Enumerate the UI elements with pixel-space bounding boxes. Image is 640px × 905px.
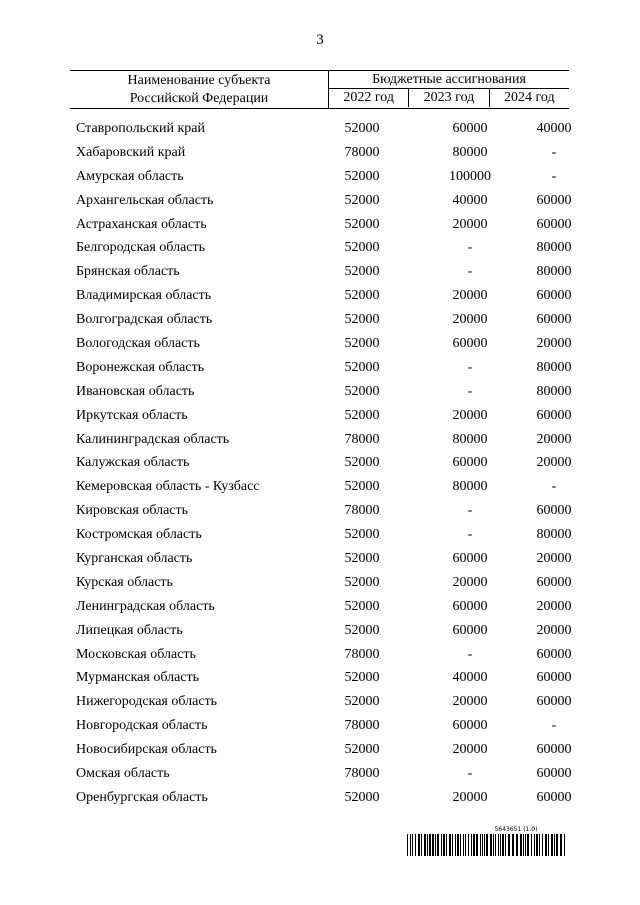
- region-name: Мурманская область: [76, 670, 200, 686]
- table-row: [0, 762, 640, 786]
- table-row: [0, 141, 640, 165]
- header-budget: Бюджетные ассигнования: [329, 71, 569, 89]
- value-2022: 52000: [344, 120, 380, 136]
- value-2022: 78000: [344, 144, 380, 160]
- region-name: Курганская область: [76, 550, 193, 566]
- value-2023: -: [467, 765, 473, 781]
- region-name: Ленинградская область: [76, 598, 215, 614]
- value-2024: -: [551, 168, 557, 184]
- region-name: Белгородская область: [76, 240, 206, 256]
- header-year-2023: 2023 год: [408, 89, 488, 107]
- value-2022: 52000: [344, 192, 380, 208]
- table-row: [0, 714, 640, 738]
- region-name: Нижегородская область: [76, 694, 218, 710]
- table-row: [0, 475, 640, 499]
- value-2023: 100000: [449, 168, 491, 184]
- value-2023: 20000: [452, 574, 488, 590]
- table-row: [0, 786, 640, 810]
- value-2022: 52000: [344, 264, 380, 280]
- value-2024: 20000: [536, 431, 572, 447]
- table-row: [0, 690, 640, 714]
- value-2023: -: [467, 240, 473, 256]
- value-2023: 60000: [452, 718, 488, 734]
- value-2023: -: [467, 646, 473, 662]
- region-name: Хабаровский край: [76, 144, 186, 160]
- value-2022: 52000: [344, 168, 380, 184]
- value-2024: 80000: [536, 264, 572, 280]
- region-name: Калининградская область: [76, 431, 230, 447]
- value-2022: 52000: [344, 479, 380, 495]
- table-row: [0, 260, 640, 284]
- table-row: [0, 738, 640, 762]
- table-row: [0, 499, 640, 523]
- region-name: Костромская область: [76, 527, 202, 543]
- region-name: Омская область: [76, 765, 170, 781]
- value-2022: 52000: [344, 527, 380, 543]
- region-name: Кемеровская область - Кузбасс: [76, 479, 260, 495]
- table-row: [0, 404, 640, 428]
- value-2022: 78000: [344, 646, 380, 662]
- table-row: [0, 595, 640, 619]
- value-2024: 60000: [536, 789, 572, 805]
- value-2022: 52000: [344, 312, 380, 328]
- header-name-line1: Наименование субъекта: [127, 73, 271, 88]
- value-2023: 60000: [452, 335, 488, 351]
- value-2023: 20000: [452, 312, 488, 328]
- value-2022: 52000: [344, 335, 380, 351]
- value-2024: 60000: [536, 503, 572, 519]
- value-2022: 52000: [344, 789, 380, 805]
- value-2023: 80000: [452, 479, 488, 495]
- region-name: Калужская область: [76, 455, 190, 471]
- region-name: Кировская область: [76, 503, 189, 519]
- region-name: Липецкая область: [76, 622, 183, 638]
- value-2022: 52000: [344, 574, 380, 590]
- value-2023: 60000: [452, 550, 488, 566]
- value-2024: 60000: [536, 192, 572, 208]
- value-2024: -: [551, 144, 557, 160]
- value-2023: -: [467, 503, 473, 519]
- table-row: [0, 451, 640, 475]
- value-2023: 60000: [452, 120, 488, 136]
- value-2023: 20000: [452, 742, 488, 758]
- value-2022: 52000: [344, 288, 380, 304]
- value-2024: 80000: [536, 240, 572, 256]
- value-2024: 60000: [536, 216, 572, 232]
- value-2024: 20000: [536, 455, 572, 471]
- region-name: Волгоградская область: [76, 312, 213, 328]
- value-2022: 78000: [344, 718, 380, 734]
- region-name: Новосибирская область: [76, 742, 217, 758]
- value-2024: 40000: [536, 120, 572, 136]
- value-2023: 80000: [452, 144, 488, 160]
- header-years: [329, 89, 569, 107]
- value-2024: 60000: [536, 407, 572, 423]
- table-header: [70, 70, 569, 109]
- barcode-image: [407, 834, 565, 856]
- page-number: 3: [316, 32, 324, 48]
- value-2023: 40000: [452, 192, 488, 208]
- region-name: Воронежская область: [76, 359, 205, 375]
- region-name: Амурская область: [76, 168, 184, 184]
- table-body: [0, 117, 640, 810]
- header-region-name: [70, 71, 329, 108]
- table-row: [0, 213, 640, 237]
- value-2024: 60000: [536, 765, 572, 781]
- table-row: [0, 236, 640, 260]
- table-row: [0, 165, 640, 189]
- header-year-2022: 2022 год: [343, 90, 394, 105]
- header-budget-group: [329, 71, 569, 108]
- value-2024: 20000: [536, 335, 572, 351]
- region-name: Оренбургская область: [76, 789, 208, 805]
- region-name: Ивановская область: [76, 383, 195, 399]
- table-row: [0, 666, 640, 690]
- value-2024: 20000: [536, 598, 572, 614]
- table-row: [0, 189, 640, 213]
- value-2023: -: [467, 383, 473, 399]
- table-row: [0, 308, 640, 332]
- header-name-line2: Российской Федерации: [129, 91, 269, 106]
- value-2023: 60000: [452, 598, 488, 614]
- value-2023: 20000: [452, 407, 488, 423]
- value-2024: -: [551, 479, 557, 495]
- value-2024: 80000: [536, 527, 572, 543]
- value-2023: 40000: [452, 670, 488, 686]
- value-2022: 52000: [344, 622, 380, 638]
- value-2023: -: [467, 527, 473, 543]
- region-name: Московская область: [76, 646, 196, 662]
- value-2022: 52000: [344, 240, 380, 256]
- value-2023: 80000: [452, 431, 488, 447]
- value-2024: 20000: [536, 622, 572, 638]
- value-2023: -: [467, 264, 473, 280]
- table-row: [0, 332, 640, 356]
- value-2022: 52000: [344, 383, 380, 399]
- value-2023: 60000: [452, 622, 488, 638]
- value-2024: 60000: [536, 742, 572, 758]
- table-row: [0, 284, 640, 308]
- table-row: [0, 428, 640, 452]
- value-2023: 20000: [452, 694, 488, 710]
- value-2022: 52000: [344, 670, 380, 686]
- value-2022: 52000: [344, 598, 380, 614]
- value-2024: -: [551, 718, 557, 734]
- value-2022: 52000: [344, 455, 380, 471]
- value-2024: 60000: [536, 670, 572, 686]
- value-2022: 52000: [344, 216, 380, 232]
- value-2024: 60000: [536, 288, 572, 304]
- value-2023: 20000: [452, 789, 488, 805]
- value-2022: 52000: [344, 742, 380, 758]
- region-name: Архангельская область: [76, 192, 214, 208]
- value-2024: 20000: [536, 550, 572, 566]
- value-2023: 20000: [452, 288, 488, 304]
- value-2024: 80000: [536, 383, 572, 399]
- region-name: Ставропольский край: [76, 120, 205, 136]
- table-row: [0, 571, 640, 595]
- region-name: Новгородская область: [76, 718, 208, 734]
- table-row: [0, 619, 640, 643]
- value-2024: 60000: [536, 646, 572, 662]
- value-2023: -: [467, 359, 473, 375]
- value-2024: 80000: [536, 359, 572, 375]
- value-2022: 78000: [344, 431, 380, 447]
- value-2022: 78000: [344, 503, 380, 519]
- region-name: Владимирская область: [76, 288, 212, 304]
- value-2023: 60000: [452, 455, 488, 471]
- region-name: Астраханская область: [76, 216, 207, 232]
- value-2022: 78000: [344, 765, 380, 781]
- table-row: [0, 380, 640, 404]
- table-row: [0, 643, 640, 667]
- region-name: Курская область: [76, 574, 173, 590]
- barcode-label: 5643651 (1.0): [494, 826, 538, 833]
- value-2023: 20000: [452, 216, 488, 232]
- table-row: [0, 547, 640, 571]
- table-row: [0, 356, 640, 380]
- region-name: Брянская область: [76, 264, 180, 280]
- value-2024: 60000: [536, 694, 572, 710]
- value-2024: 60000: [536, 574, 572, 590]
- region-name: Иркутская область: [76, 407, 188, 423]
- header-year-2024: 2024 год: [489, 89, 569, 107]
- value-2022: 52000: [344, 359, 380, 375]
- value-2024: 60000: [536, 312, 572, 328]
- value-2022: 52000: [344, 550, 380, 566]
- table-row: [0, 117, 640, 141]
- barcode-block: [407, 826, 565, 856]
- region-name: Вологодская область: [76, 335, 200, 351]
- table-row: [0, 523, 640, 547]
- value-2022: 52000: [344, 694, 380, 710]
- value-2022: 52000: [344, 407, 380, 423]
